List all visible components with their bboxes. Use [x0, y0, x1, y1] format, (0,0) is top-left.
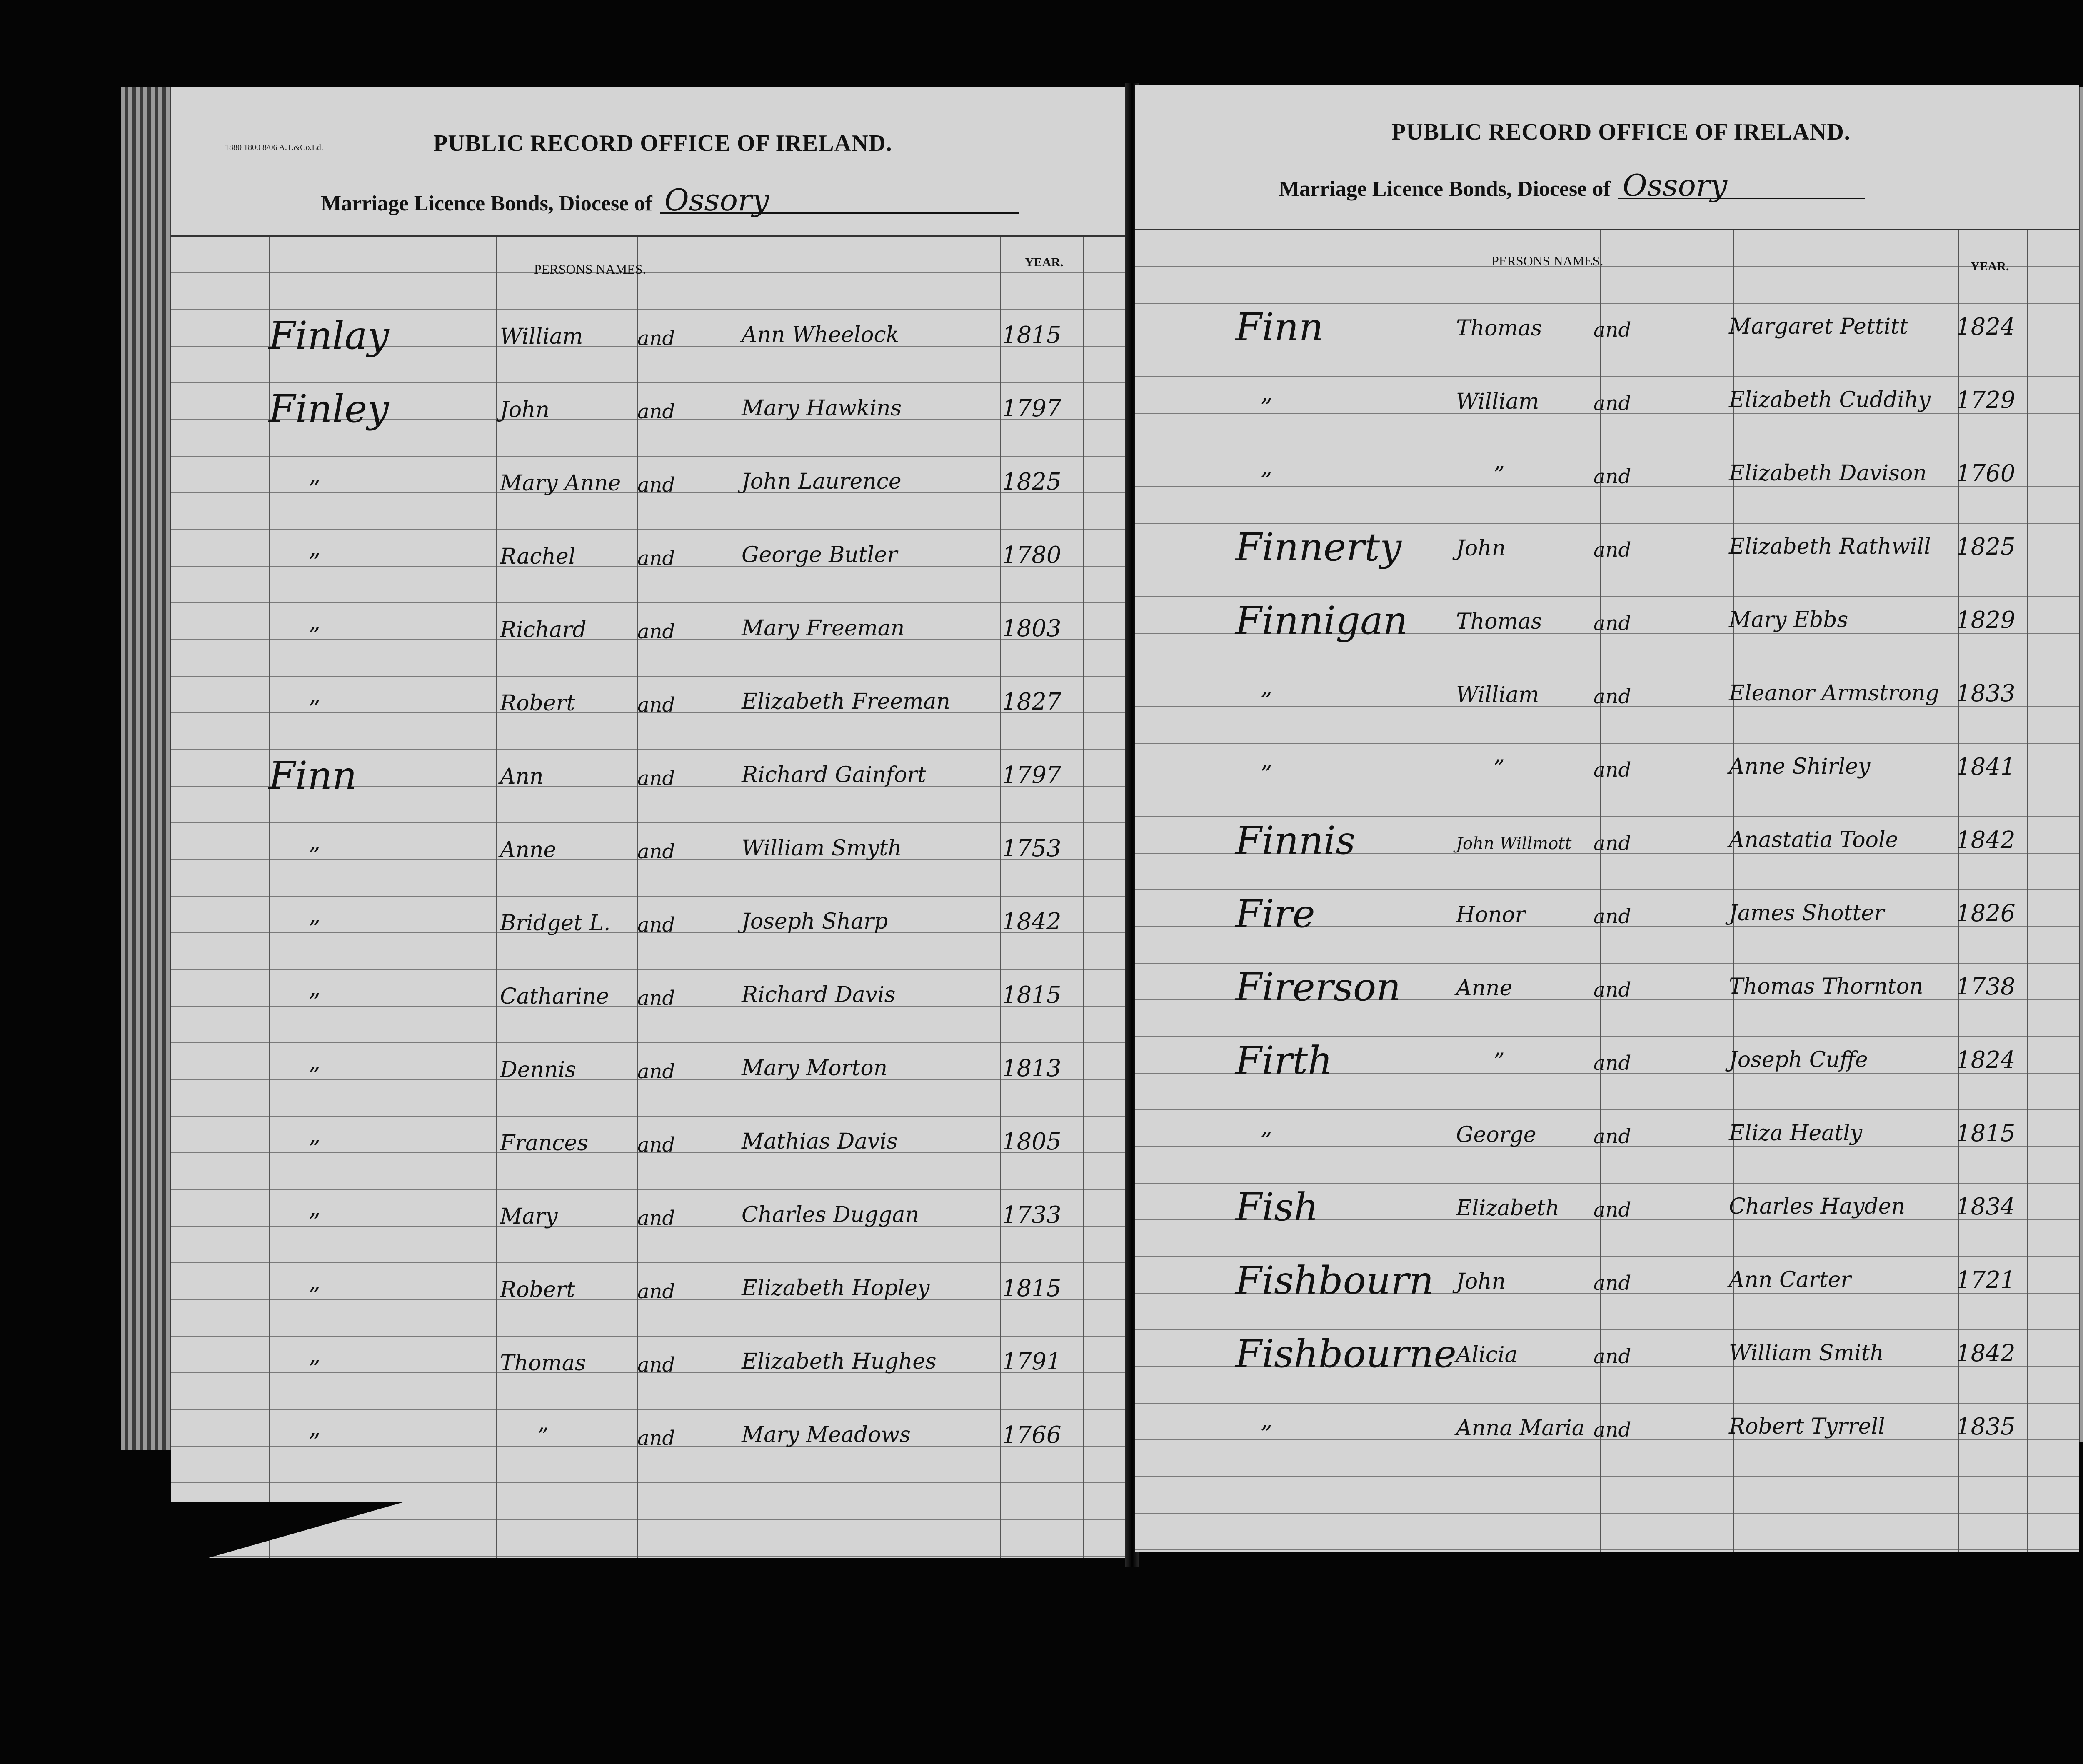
ledger-row [171, 967, 1129, 1041]
bonds-heading [1279, 168, 1865, 203]
first-name-cell: Bridget L. [500, 911, 611, 936]
surname-cell: Finn [1235, 305, 1324, 350]
spouse-name-cell: Eleanor Armstrong [1729, 681, 1939, 706]
first-name-cell: Frances [500, 1131, 589, 1156]
surname-cell: ” [308, 549, 320, 576]
spouse-name-cell: Margaret Pettitt [1729, 314, 1908, 339]
surname-cell: ” [308, 1209, 320, 1236]
year-cell: 1729 [1956, 387, 2016, 414]
spouse-name-cell: Elizabeth Hopley [742, 1276, 930, 1301]
ledger-table [171, 235, 1129, 1558]
surname-cell: ” [308, 1356, 320, 1383]
surname-cell: Finnis [1235, 818, 1356, 863]
and-cell: and [637, 693, 675, 717]
ledger-row [1135, 372, 2079, 446]
first-name-cell: Mary [500, 1204, 558, 1229]
surname-cell: Finnerty [1235, 525, 1402, 570]
and-cell: and [1593, 978, 1631, 1002]
and-cell: and [1593, 1272, 1631, 1295]
year-cell: 1826 [1956, 900, 2016, 927]
ledger-row [171, 894, 1129, 967]
spouse-name-cell: Mary Ebbs [1729, 607, 1848, 632]
and-cell: and [1593, 612, 1631, 635]
year-cell: 1815 [1002, 322, 1061, 349]
spouse-name-cell: Robert Tyrrell [1729, 1414, 1885, 1439]
year-cell: 1834 [1956, 1193, 2016, 1220]
first-name-cell: ” [1494, 462, 1505, 487]
year-cell: 1824 [1956, 1047, 2016, 1074]
spouse-name-cell: Mary Freeman [742, 616, 905, 641]
spouse-name-cell: Elizabeth Rathwill [1729, 534, 1931, 559]
year-cell: 1815 [1956, 1120, 2016, 1147]
surname-cell: ” [308, 1282, 320, 1309]
year-cell: 1842 [1956, 1340, 2016, 1367]
year-cell: 1753 [1002, 835, 1061, 862]
first-name-cell: John [1456, 536, 1506, 561]
year-cell: 1835 [1956, 1413, 2016, 1440]
surname-cell: Fish [1235, 1185, 1319, 1229]
ledger-row [171, 527, 1129, 601]
spouse-name-cell: Charles Duggan [742, 1202, 919, 1227]
first-name-cell: Thomas [1456, 316, 1542, 341]
ledger-row [1135, 666, 2079, 739]
ledger-row [1135, 1252, 2079, 1326]
year-cell: 1829 [1956, 607, 2016, 634]
first-name-cell: Thomas [1456, 609, 1542, 634]
and-cell: and [1593, 832, 1631, 855]
spouse-name-cell: Thomas Thornton [1729, 974, 1923, 999]
first-name-cell: Anna Maria [1456, 1416, 1585, 1441]
and-cell: and [637, 913, 675, 937]
and-cell: and [1593, 465, 1631, 488]
surname-cell: ” [308, 989, 320, 1016]
left-page [171, 87, 1129, 1558]
ledger-row [171, 747, 1129, 821]
spouse-name-cell: Mary Morton [742, 1056, 888, 1081]
spouse-name-cell: Eliza Heatly [1729, 1121, 1863, 1146]
spouse-name-cell: Mathias Davis [742, 1129, 898, 1154]
spouse-name-cell: Charles Hayden [1729, 1194, 1906, 1219]
first-name-cell: Richard [500, 617, 587, 642]
and-cell: and [637, 1280, 675, 1303]
surname-cell: ” [308, 476, 320, 503]
ledger-row [1135, 446, 2079, 519]
surname-cell: ” [1260, 467, 1272, 495]
and-cell: and [637, 1427, 675, 1450]
first-name-cell: Elizabeth [1456, 1196, 1560, 1221]
first-name-cell: John [500, 397, 550, 422]
spouse-name-cell: Elizabeth Freeman [742, 689, 950, 714]
and-cell: and [637, 1353, 675, 1377]
ledger-row [1135, 1106, 2079, 1179]
surname-cell: ” [308, 1429, 320, 1456]
year-cell: 1760 [1956, 460, 2016, 487]
and-cell: and [637, 327, 675, 350]
year-cell: 1797 [1002, 762, 1061, 789]
and-cell: and [637, 840, 675, 863]
spouse-name-cell: Anastatia Toole [1729, 827, 1898, 852]
year-cell: 1815 [1002, 982, 1061, 1009]
first-name-cell: George [1456, 1122, 1536, 1147]
and-cell: and [1593, 1198, 1631, 1222]
ledger-row [1135, 299, 2079, 372]
surname-cell: Finley [269, 387, 389, 431]
spouse-name-cell: William Smyth [742, 836, 902, 861]
ledger-row [171, 1407, 1129, 1481]
spouse-name-cell: Ann Carter [1729, 1267, 1851, 1292]
spouse-name-cell: Elizabeth Hughes [742, 1349, 937, 1374]
bonds-label: Marriage Licence Bonds, Diocese of [321, 192, 652, 215]
ledger-row [171, 601, 1129, 674]
spouse-name-cell: Richard Davis [742, 982, 896, 1007]
first-name-cell: Anne [500, 837, 557, 862]
spouse-name-cell: William Smith [1729, 1341, 1884, 1366]
year-cell: 1803 [1002, 615, 1061, 642]
and-cell: and [1593, 1418, 1631, 1442]
ledger-table [1135, 229, 2079, 1552]
surname-cell: Finn [269, 753, 357, 798]
and-cell: and [1593, 758, 1631, 782]
spouse-name-cell: Joseph Cuffe [1729, 1047, 1868, 1072]
first-name-cell: Robert [500, 691, 575, 716]
ledger-row [171, 674, 1129, 747]
first-name-cell: William [500, 324, 583, 349]
year-cell: 1733 [1002, 1202, 1061, 1229]
first-name-cell: Dennis [500, 1057, 576, 1082]
and-cell: and [637, 547, 675, 570]
and-cell: and [637, 1060, 675, 1083]
and-cell: and [1593, 1125, 1631, 1148]
ledger-row [1135, 1326, 2079, 1399]
first-name-cell: John Willmott [1456, 834, 1572, 853]
surname-cell: ” [1260, 394, 1272, 421]
first-name-cell: Alicia [1456, 1342, 1518, 1367]
spouse-name-cell: George Butler [742, 542, 897, 567]
and-cell: and [637, 400, 675, 423]
year-cell: 1833 [1956, 680, 2016, 707]
and-cell: and [1593, 1345, 1631, 1368]
surname-cell: ” [308, 842, 320, 870]
folio-code: 1880 1800 8/06 A.T.&Co.Ld. [225, 143, 323, 152]
surname-cell: Finnigan [1235, 598, 1408, 643]
year-cell: 1824 [1956, 313, 2016, 340]
year-cell: 1841 [1956, 753, 2016, 780]
surname-cell: ” [308, 696, 320, 723]
ledger-row [1135, 886, 2079, 959]
diocese-name: Ossory [1618, 173, 1865, 199]
office-title: PUBLIC RECORD OFFICE OF IRELAND. [1391, 119, 1851, 145]
spouse-name-cell: Joseph Sharp [742, 909, 888, 934]
first-name-cell: ” [1494, 756, 1505, 781]
first-name-cell: Honor [1456, 902, 1526, 927]
surname-cell: Finlay [269, 313, 389, 358]
bonds-label: Marriage Licence Bonds, Diocese of [1279, 177, 1611, 201]
first-name-cell: Anne [1456, 976, 1513, 1001]
first-name-cell: Catharine [500, 984, 609, 1009]
spouse-name-cell: Mary Hawkins [742, 396, 902, 421]
ledger-row [1135, 812, 2079, 886]
first-name-cell: Robert [500, 1277, 575, 1302]
and-cell: and [1593, 538, 1631, 562]
header-year: YEAR. [1025, 255, 1064, 269]
ledger-row [171, 1041, 1129, 1114]
surname-cell: ” [308, 622, 320, 650]
ledger-row [171, 1334, 1129, 1407]
ledger-row [1135, 959, 2079, 1032]
surname-cell: ” [1260, 1127, 1272, 1154]
year-cell: 1738 [1956, 973, 2016, 1000]
surname-cell: ” [308, 1136, 320, 1163]
year-cell: 1805 [1002, 1128, 1061, 1155]
year-cell: 1766 [1002, 1422, 1061, 1449]
surname-cell: ” [1260, 1421, 1272, 1448]
ledger-row [1135, 519, 2079, 592]
ledger-row [171, 1261, 1129, 1334]
year-cell: 1825 [1956, 533, 2016, 560]
spouse-name-cell: Ann Wheelock [742, 322, 899, 347]
and-cell: and [1593, 318, 1631, 342]
spouse-name-cell: James Shotter [1729, 901, 1884, 926]
and-cell: and [1593, 392, 1631, 415]
ledger-row [171, 307, 1129, 381]
and-cell: and [637, 473, 675, 497]
year-cell: 1813 [1002, 1055, 1061, 1082]
and-cell: and [637, 767, 675, 790]
year-cell: 1815 [1002, 1275, 1061, 1302]
ledger-row [1135, 1399, 2079, 1472]
left-page-edges [121, 87, 175, 1450]
first-name-cell: Thomas [500, 1351, 586, 1376]
year-cell: 1780 [1002, 542, 1061, 569]
ledger-row [171, 1114, 1129, 1187]
and-cell: and [637, 1207, 675, 1230]
header-persons-names: PERSONS NAMES. [1491, 253, 1603, 268]
spouse-name-cell: Richard Gainfort [742, 762, 927, 787]
and-cell: and [637, 1133, 675, 1157]
office-title: PUBLIC RECORD OFFICE OF IRELAND. [433, 130, 892, 156]
surname-cell: Firerson [1235, 965, 1401, 1009]
and-cell: and [637, 620, 675, 643]
year-cell: 1721 [1956, 1267, 2016, 1294]
year-cell: 1842 [1002, 908, 1061, 935]
surname-cell: Fishbourn [1235, 1258, 1434, 1303]
surname-cell: ” [1260, 761, 1272, 788]
ledger-row [171, 821, 1129, 894]
first-name-cell: Ann [500, 764, 544, 789]
year-cell: 1827 [1002, 688, 1061, 715]
right-page [1135, 85, 2079, 1552]
surname-cell: ” [308, 1062, 320, 1089]
spouse-name-cell: John Laurence [742, 469, 902, 494]
year-cell: 1842 [1956, 827, 2016, 854]
ledger-row [1135, 739, 2079, 812]
surname-cell: Firth [1235, 1038, 1333, 1083]
first-name-cell: William [1456, 389, 1539, 414]
and-cell: and [1593, 905, 1631, 928]
first-name-cell: Mary Anne [500, 471, 621, 496]
first-name-cell: Rachel [500, 544, 576, 569]
first-name-cell: ” [1494, 1049, 1505, 1074]
surname-cell: Fire [1235, 892, 1315, 936]
and-cell: and [1593, 685, 1631, 708]
first-name-cell: William [1456, 682, 1539, 707]
year-cell: 1825 [1002, 468, 1061, 495]
spouse-name-cell: Elizabeth Cuddihy [1729, 387, 1931, 412]
ledger-row [171, 1187, 1129, 1261]
and-cell: and [637, 987, 675, 1010]
and-cell: and [1593, 1052, 1631, 1075]
spouse-name-cell: Mary Meadows [742, 1422, 911, 1447]
spouse-name-cell: Elizabeth Davison [1729, 461, 1927, 486]
year-cell: 1797 [1002, 395, 1061, 422]
page-corner-cut [171, 1502, 404, 1558]
header-persons-names: PERSONS NAMES. [534, 262, 646, 277]
ledger-row [171, 381, 1129, 454]
first-name-cell: John [1456, 1269, 1506, 1294]
diocese-name: Ossory [660, 187, 1019, 214]
surname-cell: ” [1260, 687, 1272, 715]
surname-cell: Fishbourne [1235, 1332, 1456, 1376]
spouse-name-cell: Anne Shirley [1729, 754, 1871, 779]
header-year: YEAR. [1971, 260, 2009, 273]
ledger-row [1135, 1179, 2079, 1252]
first-name-cell: ” [537, 1424, 549, 1449]
surname-cell: ” [308, 916, 320, 943]
ledger-row [1135, 1032, 2079, 1106]
ledger-row [1135, 592, 2079, 666]
year-cell: 1791 [1002, 1348, 1061, 1375]
bonds-heading [321, 182, 1019, 217]
ledger-row [171, 454, 1129, 527]
